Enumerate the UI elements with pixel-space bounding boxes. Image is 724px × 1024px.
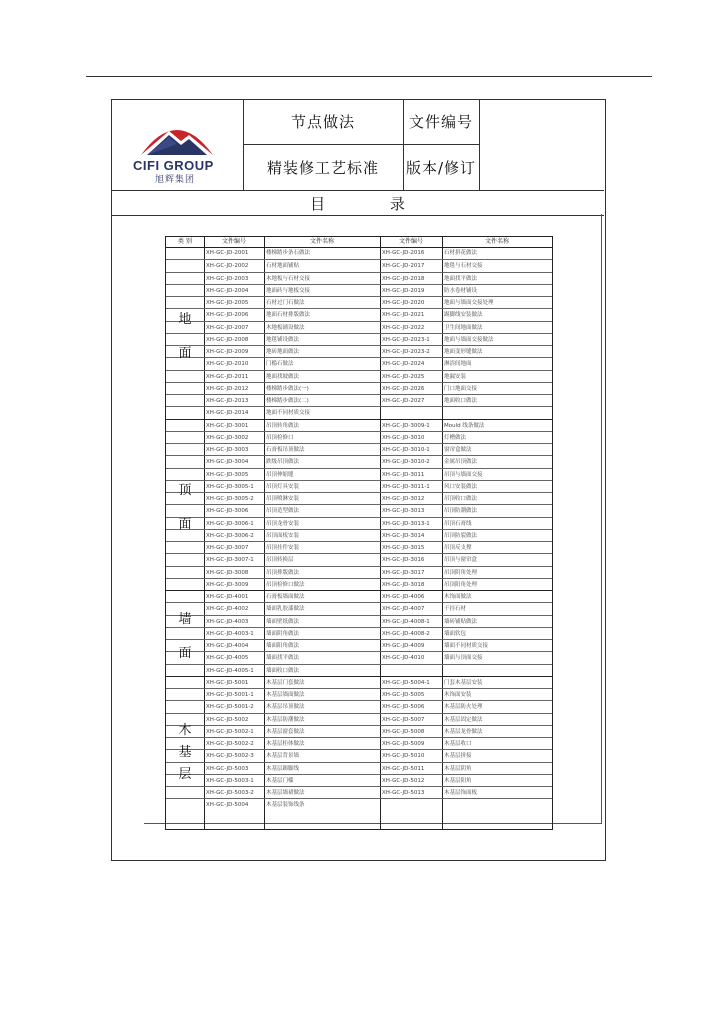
section-divider: [166, 419, 552, 420]
doc-number: XH-GC-JD-2022: [382, 324, 425, 331]
doc-name: 石材过门石做法: [266, 300, 305, 306]
table-row: [166, 296, 552, 309]
table-row: [166, 345, 552, 358]
section-label-char: 面: [178, 645, 192, 661]
doc-name: 木基层墙裙做法: [266, 790, 305, 796]
doc-number: XH-GC-JD-5006: [382, 704, 425, 711]
table-row: [166, 615, 552, 628]
brand-name: CIFI GROUP: [133, 158, 214, 173]
doc-number: XH-GC-JD-5002: [206, 716, 249, 723]
table-row: [166, 431, 552, 444]
table-row: [166, 333, 552, 346]
doc-title-2: 精装修工艺标准: [266, 158, 379, 177]
doc-number: XH-GC-JD-5013: [382, 790, 425, 796]
doc-number: XH-GC-JD-2016: [382, 250, 425, 256]
doc-name: 石材地面铺贴: [266, 263, 300, 270]
table-row: [166, 602, 552, 615]
label-doc-no: 文件编号: [408, 113, 473, 131]
doc-number: XH-GC-JD-5008: [382, 728, 425, 735]
doc-number: XH-GC-JD-3016: [382, 557, 425, 564]
doc-number: XH-GC-JD-4008-2: [382, 630, 430, 637]
table-row: [166, 590, 552, 603]
doc-name: 吊顶与墙面交接: [444, 471, 483, 478]
doc-name: 木基层墙面做法: [266, 692, 305, 698]
company-logo: [111, 99, 244, 190]
doc-name: 风口安装做法: [444, 483, 478, 490]
doc-number: XH-GC-JD-2008: [206, 336, 249, 343]
doc-number: XH-GC-JD-3005: [206, 471, 249, 478]
brand-name-cn: 旭辉集团: [155, 175, 196, 185]
doc-number: XH-GC-JD-5001-1: [206, 692, 254, 698]
doc-name: 木基层窗套做法: [266, 728, 305, 735]
doc-name: 墙砖铺贴做法: [444, 618, 478, 625]
doc-name: 窗帘盒做法: [444, 447, 472, 453]
table-row: [166, 798, 552, 811]
table-row: [166, 517, 552, 530]
doc-number: XH-GC-JD-3006-2: [206, 532, 254, 539]
doc-number: XH-GC-JD-2005: [206, 300, 249, 306]
doc-name: 墙面找平做法: [266, 655, 300, 662]
doc-number: XH-GC-JD-5002-1: [206, 728, 254, 735]
doc-name: 地漏安装: [444, 373, 467, 380]
header-rule: [86, 76, 652, 77]
table-row: [166, 713, 552, 726]
doc-name: 墙面壁纸做法: [266, 618, 300, 625]
doc-number: XH-GC-JD-3010: [382, 434, 425, 441]
table-row: [166, 725, 552, 738]
doc-name: 门套木基层安装: [444, 679, 483, 686]
table-row: [166, 321, 552, 334]
table-row: [166, 688, 552, 701]
doc-number: XH-GC-JD-5004: [206, 802, 249, 809]
doc-number: XH-GC-JD-5001-2: [206, 704, 254, 711]
doc-number: XH-GC-JD-4009: [382, 643, 425, 649]
doc-name: 吊顶收口做法: [444, 496, 478, 502]
doc-name: 石膏板吊顶做法: [266, 447, 305, 453]
doc-number: XH-GC-JD-5007: [382, 716, 425, 723]
doc-name: 吊顶防潮做法: [444, 508, 478, 515]
doc-name: 墙面不同材质交接: [444, 643, 489, 649]
doc-number: [382, 799, 440, 811]
doc-name: 木基层饰面板: [444, 790, 478, 796]
doc-number: XH-GC-JD-5009: [382, 741, 425, 747]
doc-number: XH-GC-JD-5012: [382, 777, 425, 784]
table-row: [166, 443, 552, 456]
doc-name: 吊顶转换层: [266, 557, 294, 564]
doc-number: XH-GC-JD-3007: [206, 545, 249, 551]
doc-name: 淋浴间地面: [444, 361, 472, 368]
section-label-char: 墙: [178, 611, 192, 627]
section-label-char: 面: [178, 345, 192, 361]
doc-number: XH-GC-JD-5003: [206, 765, 249, 772]
doc-number: XH-GC-JD-3010-1: [382, 447, 430, 453]
doc-name: Mould 线条做法: [444, 422, 485, 429]
doc-name: 木基层阴角: [444, 765, 472, 772]
doc-name: 金属吊顶做法: [444, 459, 478, 466]
doc-name: 地面收口做法: [444, 398, 478, 404]
doc-number: XH-GC-JD-4003: [206, 618, 249, 625]
doc-name: 楼梯踏步做法(一): [266, 385, 309, 392]
doc-number: XH-GC-JD-4005-1: [206, 667, 254, 674]
doc-number: XH-GC-JD-2020: [382, 300, 425, 306]
doc-name: 木地板与石材交接: [266, 275, 311, 282]
doc-name: 墙面与顶面交接: [444, 655, 483, 662]
doc-name: 卫生间地面做法: [444, 324, 483, 331]
doc-number: XH-GC-JD-3018: [382, 581, 425, 588]
doc-name: 墙面乳胶漆做法: [266, 606, 305, 613]
doc-number: XH-GC-JD-3017: [382, 569, 425, 576]
doc-number: XH-GC-JD-5002-3: [206, 753, 254, 760]
table-row: [166, 651, 552, 664]
table-row: [166, 272, 552, 285]
doc-number: XH-GC-JD-2018: [382, 275, 425, 282]
col-header-category: 类 别: [178, 238, 192, 245]
doc-name: 地砖地面做法: [266, 349, 300, 355]
doc-name: 地面石材排版做法: [266, 312, 311, 319]
doc-name: 木基层阳角: [444, 777, 472, 784]
doc-name: 木饰面做法: [444, 594, 472, 600]
doc-name: 石材拼花做法: [444, 250, 478, 256]
doc-title-1: 节点做法: [290, 113, 355, 131]
doc-number: XH-GC-JD-5010: [382, 753, 425, 760]
doc-number: XH-GC-JD-4005: [206, 655, 249, 662]
doc-name: 木基层门套做法: [266, 679, 305, 686]
table-row: [166, 529, 552, 542]
doc-number: [382, 665, 440, 677]
doc-number: XH-GC-JD-2023-2: [382, 349, 430, 355]
doc-name: 地面砖与地板交接: [266, 287, 311, 294]
table-row: [166, 664, 552, 677]
doc-number: XH-GC-JD-3011-1: [382, 483, 430, 490]
doc-name: 地面变形缝做法: [444, 349, 483, 355]
doc-name: [444, 407, 550, 419]
table-row: [166, 247, 552, 259]
col-header-docname-2: 文件名称: [484, 238, 509, 245]
doc-number: XH-GC-JD-5003-2: [206, 790, 254, 796]
doc-name: 吊顶转角做法: [266, 422, 300, 429]
doc-name: 木饰面安装: [444, 692, 472, 698]
table-row: [166, 700, 552, 713]
doc-number: XH-GC-JD-4004: [206, 643, 249, 649]
doc-number: XH-GC-JD-2002: [206, 263, 249, 270]
doc-number: XH-GC-JD-2014: [206, 410, 249, 417]
table-row: [166, 737, 552, 750]
doc-number: XH-GC-JD-5005: [382, 692, 425, 698]
table-row: [166, 774, 552, 787]
doc-number: XH-GC-JD-3011: [382, 471, 425, 478]
table-row: [166, 553, 552, 566]
doc-number: XH-GC-JD-5001: [206, 679, 249, 686]
table-row: [166, 419, 552, 432]
doc-number: XH-GC-JD-2019: [382, 287, 425, 294]
table-row: [166, 308, 552, 321]
section-divider: [166, 590, 552, 591]
section-label-char: 顶: [178, 483, 192, 499]
table-row: [166, 455, 552, 468]
label-version: 版本/修订: [405, 158, 477, 177]
doc-number: XH-GC-JD-3010-2: [382, 459, 430, 466]
section-label: [166, 608, 204, 661]
doc-number: XH-GC-JD-3013-1: [382, 520, 430, 527]
doc-name: 吊顶伸缩缝: [266, 471, 294, 478]
table-row: [166, 504, 552, 517]
table-row: [166, 492, 552, 505]
document-header: [111, 99, 604, 190]
table-row: [166, 639, 552, 652]
section-label: [166, 719, 204, 783]
doc-name: 吊顶面板安装: [266, 532, 300, 539]
doc-number: XH-GC-JD-2017: [382, 263, 425, 270]
doc-number: XH-GC-JD-3007-1: [206, 557, 254, 564]
doc-number: XH-GC-JD-4007: [382, 606, 425, 613]
doc-name: 踢脚线安装做法: [444, 312, 483, 319]
doc-number: XH-GC-JD-2007: [206, 324, 249, 331]
doc-name: 吊顶阴角处理: [444, 569, 478, 576]
doc-name: 吊顶防裂做法: [444, 532, 478, 539]
doc-name: 木基层拼接: [444, 753, 472, 760]
doc-name: 吊顶喷淋安装: [266, 496, 300, 502]
doc-number: XH-GC-JD-5011: [382, 765, 425, 772]
section-label-char: 层: [178, 767, 192, 783]
doc-name: 墙面收口做法: [266, 667, 300, 674]
doc-name: 跌级吊顶做法: [266, 459, 300, 466]
doc-number: XH-GC-JD-3014: [382, 532, 425, 539]
doc-name: 干挂石材: [444, 606, 467, 613]
doc-name: 木基层龙骨做法: [444, 728, 483, 735]
table-row: [166, 382, 552, 395]
doc-name: 木基层柜体做法: [266, 741, 305, 747]
table-row: [166, 259, 552, 272]
doc-name: 木地板铺设做法: [266, 324, 305, 331]
doc-name: 吊顶挂件安装: [266, 545, 300, 551]
doc-name: 木基层吊顶做法: [266, 704, 305, 711]
doc-number: XH-GC-JD-2023-1: [382, 336, 430, 343]
doc-name: 吊顶与窗帘盒: [444, 557, 478, 564]
doc-name: 吊顶检修口: [266, 434, 294, 441]
doc-number: XH-GC-JD-3005-2: [206, 496, 254, 502]
table-row: [166, 394, 552, 407]
table-row: [166, 541, 552, 554]
table-row: [166, 468, 552, 481]
doc-number: XH-GC-JD-3009-1: [382, 422, 430, 429]
doc-name: 吊顶反支撑: [444, 545, 472, 551]
table-row: [166, 284, 552, 297]
doc-name: 吊顶阳角处理: [444, 581, 478, 588]
doc-number: XH-GC-JD-2025: [382, 373, 425, 380]
doc-number: XH-GC-JD-3002: [206, 434, 249, 441]
col-header-docname-1: 文件名称: [309, 238, 334, 245]
doc-number: XH-GC-JD-4002: [206, 606, 249, 613]
doc-name: 地面与墙面交接处理: [444, 300, 494, 306]
doc-name: 吊顶灯具安装: [266, 483, 300, 490]
table-row: [166, 370, 552, 383]
table-row: [166, 749, 552, 762]
doc-name: 灯槽做法: [444, 434, 467, 441]
section-label-char: 木: [178, 723, 192, 739]
doc-name: 墙面软包: [444, 630, 467, 637]
table-row: [166, 578, 552, 591]
toc-title: 目 录: [111, 191, 604, 216]
doc-number: XH-GC-JD-4010: [382, 655, 425, 662]
table-row: [166, 786, 552, 799]
doc-number: XH-GC-JD-2011: [206, 373, 249, 380]
doc-name: 门口地面交接: [444, 385, 478, 392]
col-header-docno-2: 文件编号: [398, 238, 423, 245]
doc-number: XH-GC-JD-2009: [206, 349, 249, 355]
section-label-char: 面: [178, 517, 192, 533]
toc-table: [165, 236, 553, 830]
doc-name: 木基层踢脚线: [266, 765, 300, 772]
doc-number: XH-GC-JD-3004: [206, 459, 249, 466]
doc-name: 木基层门槛: [266, 777, 294, 784]
doc-name: 吊顶造型做法: [266, 508, 300, 515]
doc-number: XH-GC-JD-4001: [206, 594, 249, 600]
doc-number: XH-GC-JD-3001: [206, 422, 249, 429]
doc-number: XH-GC-JD-3006-1: [206, 520, 254, 527]
section-label-char: 基: [178, 745, 192, 761]
doc-number: XH-GC-JD-3012: [382, 496, 425, 502]
doc-number: XH-GC-JD-5004-1: [382, 679, 430, 686]
doc-name: 木基层固定做法: [444, 716, 483, 723]
doc-number: XH-GC-JD-2004: [206, 287, 249, 294]
table-row: [166, 627, 552, 640]
doc-name: 墙面阴角做法: [266, 630, 300, 637]
doc-name: 门槛石做法: [266, 361, 294, 368]
doc-name: 吊顶排版做法: [266, 569, 300, 576]
table-row: [166, 762, 552, 775]
doc-number: XH-GC-JD-2001: [206, 250, 249, 256]
section-label: [166, 308, 204, 361]
doc-name: 地面与墙面交接做法: [444, 336, 494, 343]
doc-number: XH-GC-JD-2010: [206, 361, 249, 368]
doc-name: [444, 799, 550, 811]
doc-name: [444, 665, 550, 677]
doc-number: XH-GC-JD-2006: [206, 312, 249, 319]
doc-name: 木基层防潮做法: [266, 716, 305, 723]
doc-name: 木基层背景墙: [266, 753, 300, 760]
doc-number: XH-GC-JD-3006: [206, 508, 249, 515]
doc-number: XH-GC-JD-5003-1: [206, 777, 254, 784]
doc-name: 地毯铺设做法: [266, 336, 300, 343]
doc-number: [382, 407, 440, 419]
doc-name: 地面不同材质交接: [266, 410, 311, 417]
doc-name: 防水卷材铺设: [444, 287, 478, 294]
doc-name: 楼梯踏步条石做法: [266, 250, 311, 256]
table-row: [166, 676, 552, 689]
doc-number: XH-GC-JD-2012: [206, 385, 249, 392]
doc-name: 吊顶龙骨安装: [266, 520, 300, 527]
doc-name: 楼梯踏步做法(二): [266, 398, 309, 404]
doc-number: XH-GC-JD-2003: [206, 275, 249, 282]
doc-name: 木基层收口: [444, 741, 472, 747]
doc-name: 木基层防火处理: [444, 704, 483, 711]
section-label-char: 地: [178, 311, 192, 327]
doc-number: XH-GC-JD-3009: [206, 581, 249, 588]
doc-number: XH-GC-JD-2013: [206, 398, 249, 404]
doc-number: XH-GC-JD-2027: [382, 398, 425, 404]
doc-number: XH-GC-JD-4003-1: [206, 630, 254, 637]
doc-number: XH-GC-JD-3003: [206, 447, 249, 453]
doc-number: XH-GC-JD-3015: [382, 545, 425, 551]
doc-number: XH-GC-JD-4006: [382, 594, 425, 600]
doc-name: 石膏板墙面做法: [266, 594, 305, 600]
doc-number: XH-GC-JD-3013: [382, 508, 425, 515]
doc-number: XH-GC-JD-3008: [206, 569, 249, 576]
doc-number: XH-GC-JD-2024: [382, 361, 425, 368]
doc-name: 地面找坡做法: [266, 373, 300, 380]
doc-name: 吊顶检修口做法: [266, 581, 305, 588]
col-header-docno-1: 文件编号: [221, 238, 246, 245]
doc-name: 地毯与石材交接: [444, 263, 483, 270]
doc-number: XH-GC-JD-4008-1: [382, 618, 430, 625]
table-row: [166, 480, 552, 493]
table-row: [166, 566, 552, 579]
table-row: [166, 357, 552, 370]
doc-number: XH-GC-JD-2021: [382, 312, 425, 319]
doc-name: 木基层装饰线条: [266, 802, 305, 809]
doc-name: 墙面阳角做法: [266, 643, 300, 649]
table-row: [166, 406, 552, 419]
section-label: [166, 479, 204, 533]
doc-name: 吊顶石膏线: [444, 520, 472, 527]
doc-number: XH-GC-JD-5002-2: [206, 741, 254, 747]
doc-name: 地面找平做法: [444, 275, 478, 282]
doc-number: XH-GC-JD-3005-1: [206, 483, 254, 490]
section-divider: [166, 676, 552, 677]
doc-number: XH-GC-JD-2026: [382, 385, 425, 392]
